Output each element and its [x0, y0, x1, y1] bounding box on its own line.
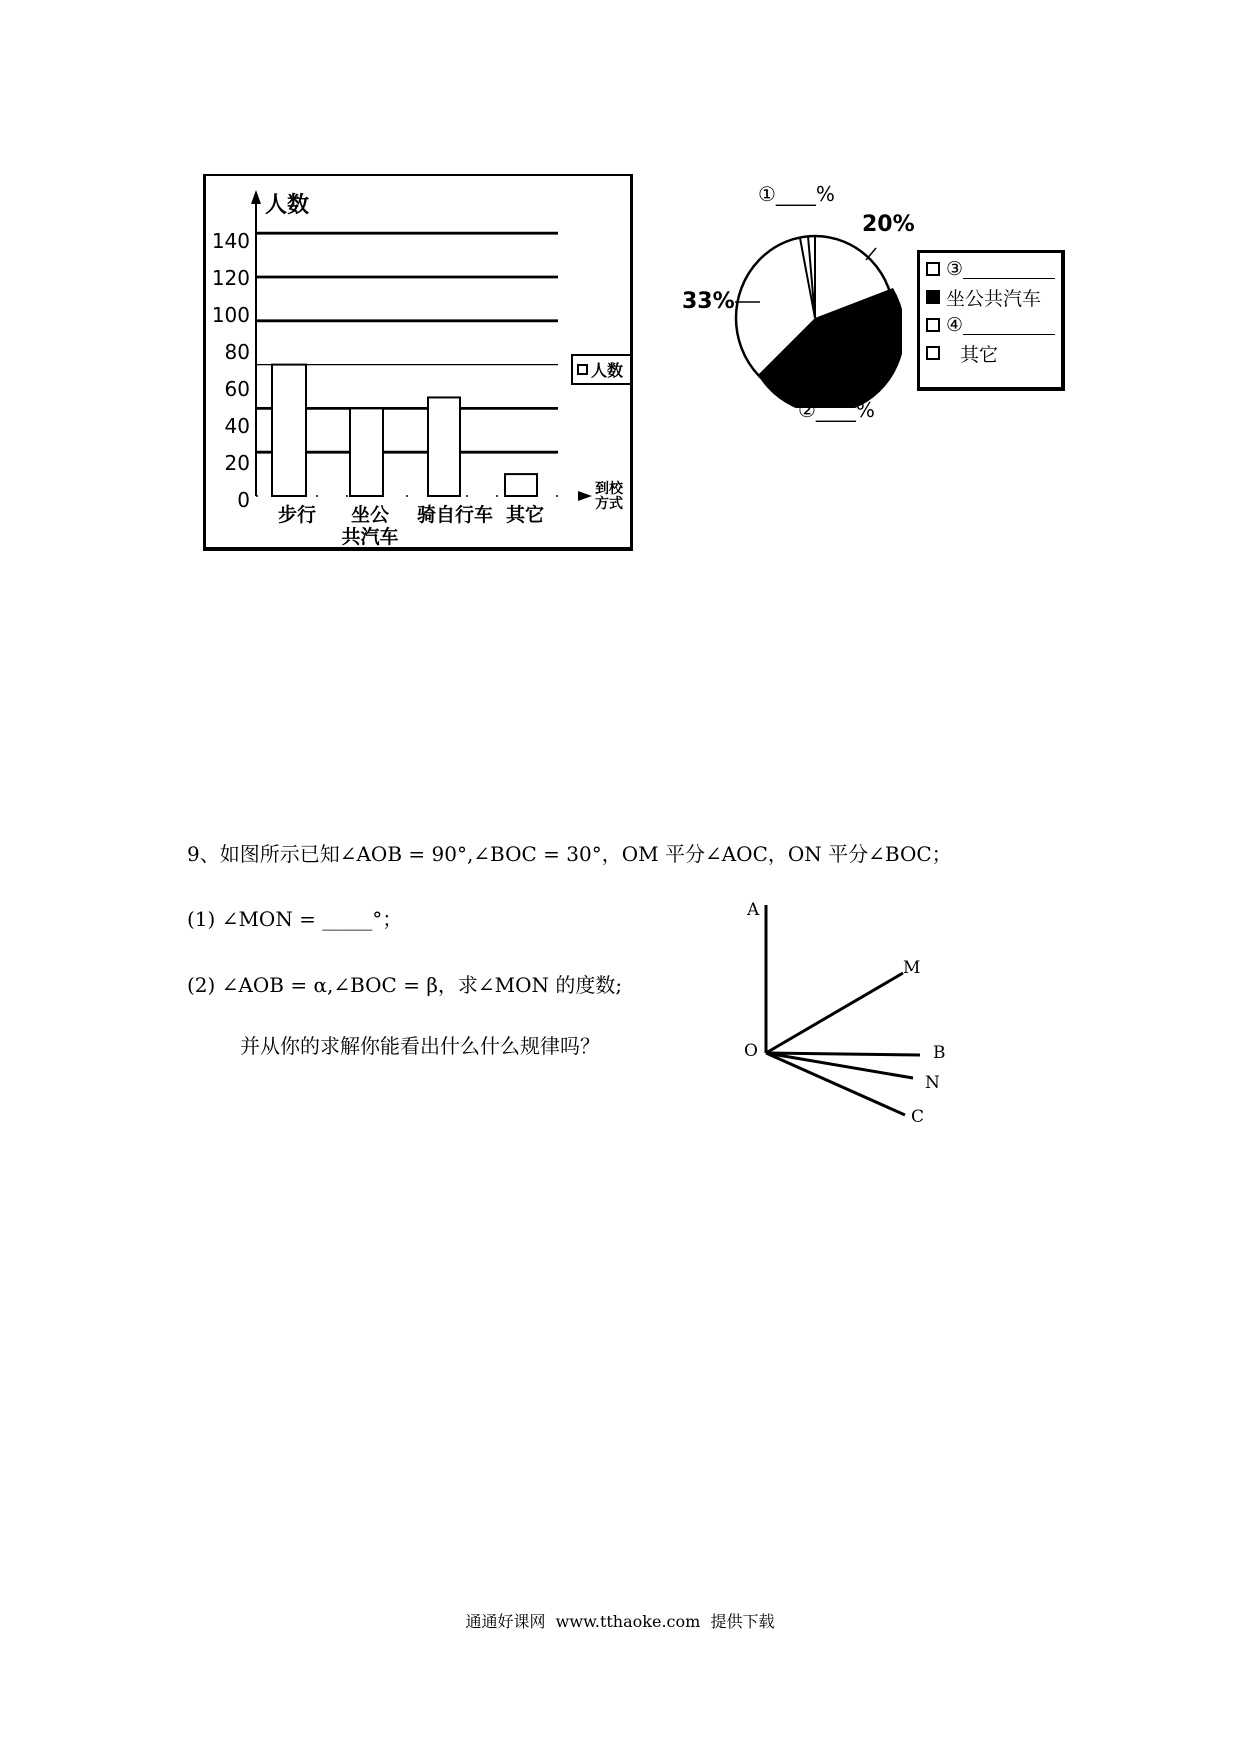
bar-chart-legend — [571, 354, 632, 385]
bar — [505, 474, 537, 496]
pie-leader-20 — [866, 248, 876, 260]
bar — [428, 397, 460, 496]
bar-chart-plot — [205, 176, 630, 546]
point-label-A: A — [747, 900, 760, 920]
bar — [350, 408, 383, 496]
pie-label-2: ②____% — [798, 398, 875, 422]
y-tick-label: 120 — [211, 266, 250, 290]
category-label: 骑自行车 — [416, 504, 493, 526]
pie-label-20: 20% — [862, 212, 915, 237]
point-label-B: B — [933, 1043, 946, 1063]
legend-swatch — [926, 318, 940, 332]
ray-ON — [766, 1053, 913, 1078]
y-tick-label: 60 — [224, 377, 250, 401]
x-axis-label: 到校 方式 — [595, 481, 623, 512]
y-tick-label: 40 — [224, 414, 250, 438]
question-9-stem: 9、如图所示已知∠AOB = 90°,∠BOC = 30°，OM 平分∠AOC，ON 平分∠BOC； — [187, 842, 952, 866]
y-tick-label: 0 — [237, 488, 250, 512]
y-axis-arrow — [251, 190, 261, 204]
question-9-part2-followup: 并从你的求解你能看出什么什么规律吗？ — [240, 1034, 600, 1058]
legend-swatch — [926, 346, 940, 360]
question-9-part2: (2) ∠AOB = α,∠BOC = β，求∠MON 的度数; — [187, 973, 623, 997]
y-tick-label: 100 — [211, 303, 250, 327]
bar-chart-frame-bottom — [203, 547, 633, 551]
y-tick-label: 20 — [224, 451, 250, 475]
point-label-N: N — [925, 1073, 940, 1093]
pie-chart-legend — [917, 250, 1065, 391]
legend-item — [920, 339, 1061, 367]
question-9-part1: (1) ∠MON = _____°； — [187, 907, 403, 931]
pie-label-33: 33% — [682, 289, 735, 314]
legend-label: 人数 — [591, 361, 624, 380]
legend-item — [920, 255, 1061, 283]
pie-label-1: ①____% — [758, 182, 835, 206]
bar — [272, 365, 306, 496]
pie-chart-svg — [730, 228, 902, 408]
ray-OB — [766, 1053, 920, 1055]
legend-swatch — [577, 364, 588, 375]
legend-swatch — [926, 290, 940, 304]
legend-blank — [963, 316, 1055, 335]
y-tick-label: 140 — [211, 229, 250, 253]
point-label-C: C — [911, 1107, 925, 1127]
legend-label: 其它 — [960, 343, 999, 366]
category-label: 步行 — [277, 504, 316, 526]
y-axis-label: 人数 — [265, 193, 310, 218]
legend-item — [920, 283, 1061, 311]
category-label: 坐公 共汽车 — [341, 504, 399, 548]
category-label: 其它 — [505, 504, 544, 526]
legend-blank — [963, 260, 1055, 279]
y-tick-label: 80 — [224, 340, 250, 364]
legend-label: ④ — [946, 314, 964, 336]
legend-swatch — [926, 262, 940, 276]
legend-label: 坐公共汽车 — [946, 287, 1042, 310]
ray-OM — [766, 973, 903, 1053]
point-label-O: O — [744, 1041, 758, 1061]
legend-label: ③ — [946, 258, 964, 280]
page-footer: 通通好课网 www.tthaoke.com 提供下载 — [465, 1612, 775, 1631]
legend-item — [920, 311, 1061, 339]
ray-OC — [766, 1053, 905, 1115]
angle-figure — [740, 890, 960, 1130]
point-label-M: M — [903, 958, 921, 978]
